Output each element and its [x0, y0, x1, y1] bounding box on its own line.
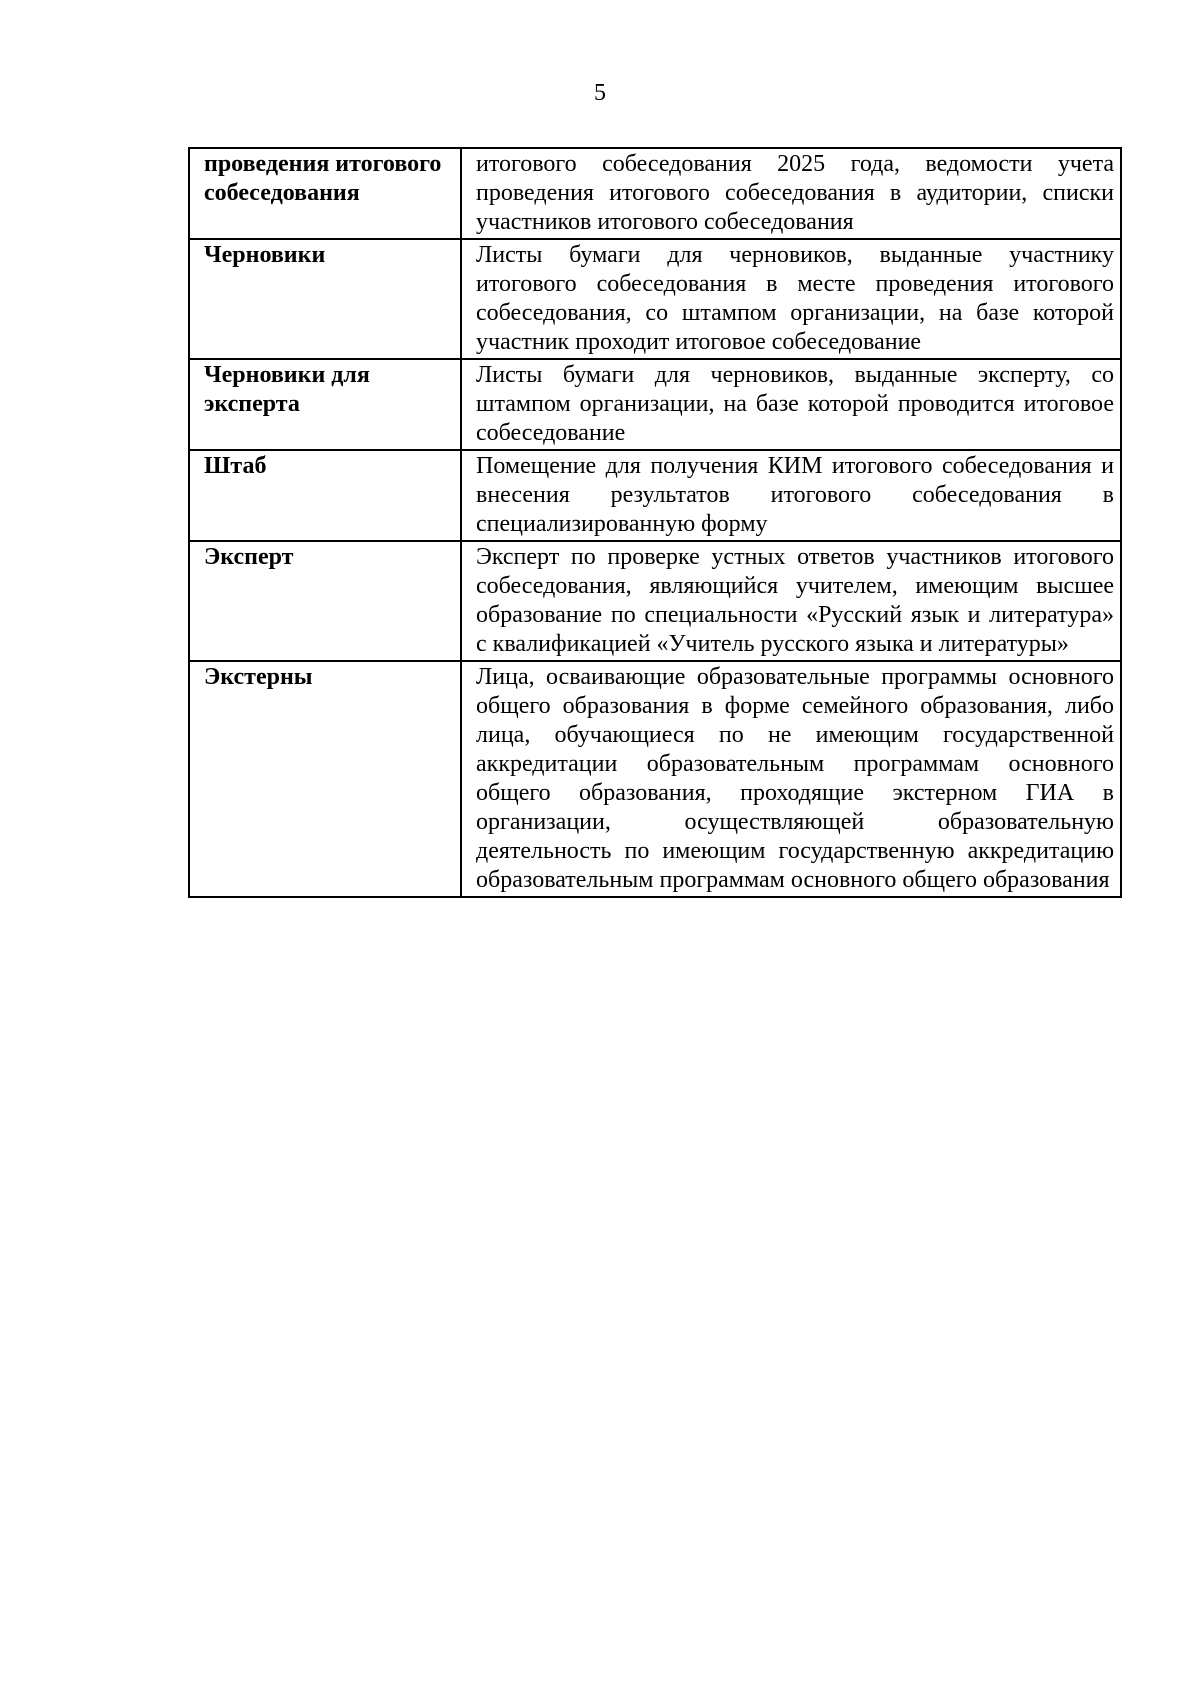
- table-row: [189, 148, 1121, 239]
- definition-cell: Эксперт по проверке устных ответов участников итогового собеседования, являющийся учителем, имеющим высшее образование по специальности «Русский язык и литература» с квалификацией «Учитель русского языка и литературы»: [461, 541, 1121, 661]
- table-row: [189, 359, 1121, 450]
- table-row: [189, 239, 1121, 359]
- definition-cell: Лица, осваивающие образовательные программы основного общего образования в форме семейного образования, либо лица, обучающиеся по не имеющим государственной аккредитации образовательным программам основного общего образования, проходящие экстерном ГИА в организации, осуществляющей образовательную деятельность по имеющим государственную аккредитацию образовательным программам основного общего образования: [461, 661, 1121, 897]
- term-cell: Черновики: [189, 239, 461, 359]
- page-number: 5: [594, 80, 606, 106]
- definition-cell: Помещение для получения КИМ итогового собеседования и внесения результатов итогового собеседования в специализированную форму: [461, 450, 1121, 541]
- definition-cell: итогового собеседования 2025 года, ведомости учета проведения итогового собеседования в аудитории, списки участников итогового собеседования: [461, 148, 1121, 239]
- definition-cell: Листы бумаги для черновиков, выданные эксперту, со штампом организации, на базе которой проводится итоговое собеседование: [461, 359, 1121, 450]
- term-cell: Штаб: [189, 450, 461, 541]
- definition-cell: Листы бумаги для черновиков, выданные участнику итогового собеседования в месте проведения итогового собеседования, со штампом организации, на базе которой участник проходит итоговое собеседование: [461, 239, 1121, 359]
- term-cell: проведения итогового собеседования: [189, 148, 461, 239]
- glossary-table: [188, 147, 1122, 898]
- term-cell: Экстерны: [189, 661, 461, 897]
- table-row: [189, 450, 1121, 541]
- term-cell: Эксперт: [189, 541, 461, 661]
- term-cell: Черновики для эксперта: [189, 359, 461, 450]
- table-row: [189, 541, 1121, 661]
- table-row: [189, 661, 1121, 897]
